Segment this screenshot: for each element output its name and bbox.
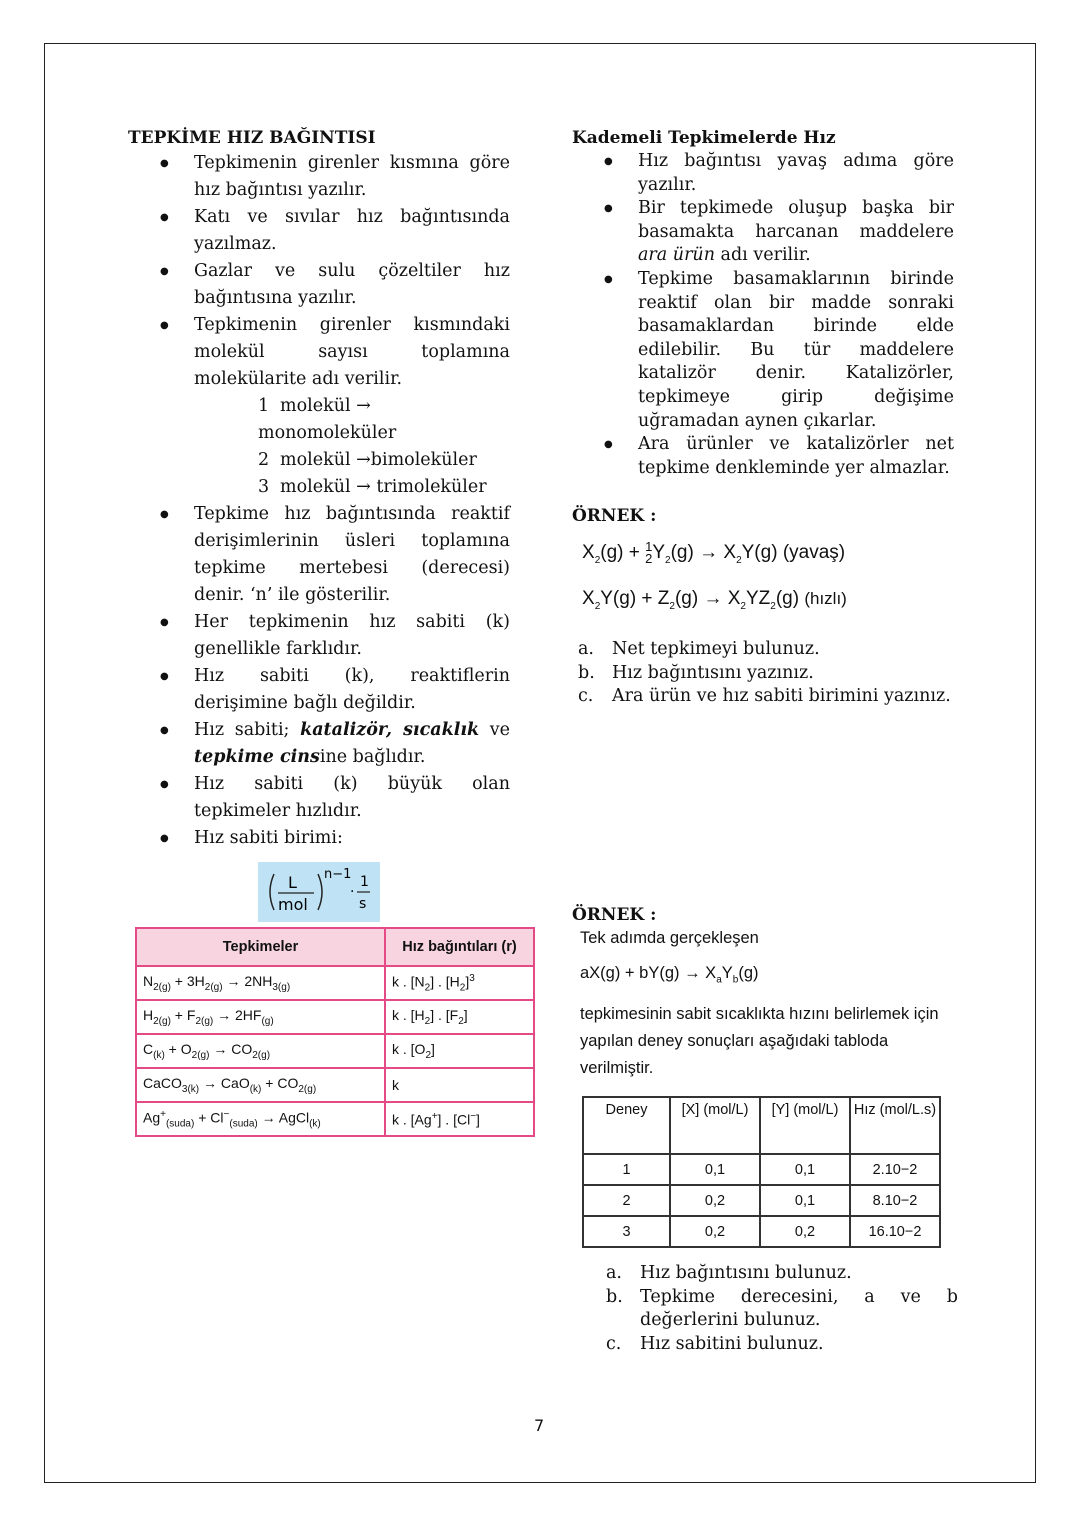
table-header: Hız (mol/L.s) [850, 1097, 940, 1154]
svg-text:·: · [350, 884, 355, 900]
reaction-cell: $N_{2(g)} + 3H_{2(g)} \to 2NH_{3(g)}$ [136, 966, 385, 1000]
molecularity-row: 1 molekül → monomoleküler [258, 396, 397, 443]
bullet-item: ● Bir tepkimede oluşup başka bir basamakta harcanan maddelere ara ürün adı verilir. [572, 197, 954, 268]
question-list-2 [600, 1262, 958, 1356]
table-header: [X] (mol/L) [670, 1097, 760, 1154]
bullet-item: ● Hız sabiti birimi: [128, 825, 510, 852]
table-row: 3 0,2 0,2 16.10−2 [583, 1216, 940, 1247]
bullet-item: ● Tepkimenin girenler kısmına göre hız bağıntısı yazılır. [128, 150, 510, 204]
bullet-item: ● Tepkime basamaklarının birinde reaktif olan bir madde sonraki basamaklardan birinde elde edilebilir. Bu tür maddelere katalizör denir. Katalizörler, tepkimeye girip değişime uğramadan aynen çıkarlar. [572, 268, 954, 433]
bullet-item: ● Hız bağıntısı yavaş adıma göre yazılır. [572, 150, 954, 197]
rate-cell: k . $[N_2]$ . $[H_2]^3$ [385, 966, 534, 1000]
rate-cell: k . $[H_2]$ . $[F_2]$ [385, 1000, 534, 1034]
rate-cell: k . $[O_2]$ [385, 1034, 534, 1068]
table-row [136, 1000, 534, 1034]
table-row [136, 966, 534, 1000]
svg-text:L: L [288, 873, 297, 892]
rate-cell: k [385, 1068, 534, 1102]
single-step-equation: $aX(g) + bY(g) \to X_aY_b(g)$ [580, 963, 759, 985]
bullet-item: ● Katı ve sıvılar hız bağıntısında yazılmaz. [128, 204, 510, 258]
stepwise-bullets [572, 150, 954, 480]
bullet-item: ● Ara ürünler ve katalizörler net tepkime denkleminde yer almazlar. [572, 433, 954, 480]
slow-step: $X_2(g) + 1$ $2Y_2(g) \to X_2Y(g)$ (yavaş) [582, 539, 846, 567]
question-item: b. Hız bağıntısını yazınız. [578, 662, 814, 683]
question-item: a. Hız bağıntısını bulunuz. [606, 1263, 852, 1283]
table-header: Deney [583, 1097, 670, 1154]
rate-constant-bullets [128, 501, 510, 852]
question-item: a. Net tepkimeyi bulunuz. [578, 638, 820, 659]
rate-law-bullets [128, 150, 510, 393]
bullet-item: ● Gazlar ve sulu çözeltiler hız bağıntısına yazılır. [128, 258, 510, 312]
table-row [136, 1068, 534, 1102]
rate-cell: k . [Ag+] . [Cl−] [385, 1102, 534, 1136]
svg-text:n−1: n−1 [324, 867, 352, 882]
reaction-cell: $H_{2(g)} + F_{2(g)} \to 2HF_{(g)}$ [136, 1000, 385, 1034]
experiment-table [582, 1096, 941, 1248]
reactions-rate-table [135, 927, 535, 1137]
table-header: [Y] (mol/L) [760, 1097, 850, 1154]
molecularity-list [128, 393, 510, 501]
question-item: c. Hız sabitini bulunuz. [606, 1333, 824, 1354]
table-row: 1 0,1 0,1 2.10−2 [583, 1154, 940, 1185]
bullet-item: ● Hız sabiti; katalizör, sıcaklık ve tepkime cinsine bağlıdır. [128, 717, 510, 771]
table-row: 2 0,2 0,1 8.10−2 [583, 1185, 940, 1216]
left-column [128, 128, 510, 922]
bullet-item: ● Her tepkimenin hız sabiti (k) genellikle farklıdır. [128, 609, 510, 663]
svg-text:mol: mol [278, 895, 308, 914]
table-row [136, 1034, 534, 1068]
question-item: b. Tepkime derecesini, a ve b değerlerini bulunuz. [606, 1286, 958, 1331]
molecularity-row: 2 molekül →bimoleküler [258, 450, 477, 470]
rate-constant-unit-formula [258, 862, 380, 922]
bullet-item: ● Tepkimenin girenler kısmındaki molekül sayısı toplamına molekülarite adı verilir. [128, 312, 510, 393]
question-list-1 [572, 638, 954, 709]
question-item: c. Ara ürün ve hız sabiti birimini yazınız. [578, 686, 951, 707]
table-header: Hız bağıntıları (r) [385, 928, 534, 966]
molecularity-row: 3 molekül → trimoleküler [258, 477, 487, 497]
section-heading-stepwise: Kademeli Tepkimelerde Hız [572, 128, 836, 148]
fast-step: $X_2Y(g) + Z_2(g) \to X_2YZ_2(g)$ (hızlı) [582, 588, 847, 612]
table-row [136, 1102, 534, 1136]
reaction-cell: $Ag^+_{(suda)} + Cl^-_{(suda)}$ → AgCl$_{(k)}$ [136, 1102, 385, 1136]
right-column [572, 128, 954, 1082]
reaction-cell: $C_{(k)} + O_{2(g)} \to CO_{2(g)}$ [136, 1034, 385, 1068]
reaction-cell: CaCO$_{3(k)}$ → $CaO_{(k)} + CO_{2(g)}$ [136, 1068, 385, 1102]
svg-text:1: 1 [360, 874, 369, 890]
bullet-item: ● Hız sabiti (k), reaktiflerin derişimine bağlı değildir. [128, 663, 510, 717]
example-title: ÖRNEK : [572, 904, 657, 925]
mechanism-equations [582, 534, 954, 626]
example-text: Tek adımda gerçekleşen $aX(g) + bY(g) \to X_aY_b(g)$ tepkimesinin sabit sıcaklıkta hızını belirlemek için yapılan deney sonuçları aşağıdaki tabloda verilmiştir. [572, 925, 954, 1082]
table-header: Tepkimeler [136, 928, 385, 966]
bullet-item: ● Hız sabiti (k) büyük olan tepkimeler hızlıdır. [128, 771, 510, 825]
page-number: 7 [534, 1416, 545, 1435]
svg-text:s: s [359, 896, 367, 912]
example-title: ÖRNEK : [572, 506, 657, 527]
bullet-item: ● Tepkime hız bağıntısında reaktif derişimlerinin üsleri toplamına tepkime mertebesi (derecesi) denir. ‘n’ ile gösterilir. [128, 501, 510, 609]
section-heading-rate-law: TEPKİME HIZ BAĞINTISI [128, 128, 376, 148]
